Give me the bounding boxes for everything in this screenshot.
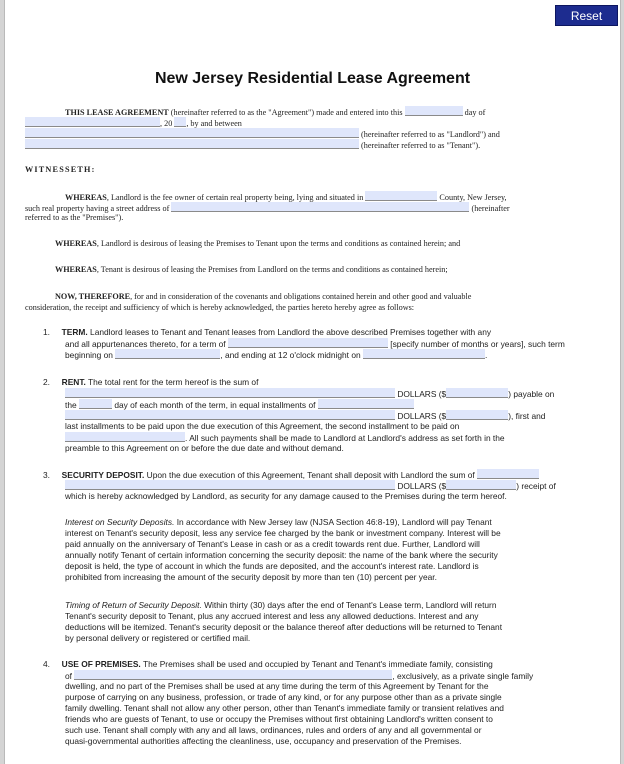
section-2-line-6: . All such payments shall be made to Landlord at Landlord's address as set forth in the — [65, 432, 505, 443]
section-2-line-2: DOLLARS ($ ) payable on — [65, 388, 554, 399]
whereas-2: WHEREAS, Landlord is desirous of leasing the Premises to Tenant upon the terms and conditions as contained herein; and — [55, 239, 461, 248]
section-4-line-2: of , exclusively, as a private single family — [65, 671, 534, 681]
total-rent-words-field[interactable] — [65, 388, 395, 398]
deposit-words-field[interactable] — [65, 480, 395, 490]
installment-amount-field[interactable] — [446, 410, 508, 420]
interest-para-line-3: paid annually on the anniversary of Tenant's Lease in cash or as a credit towards rent due. Further, Landlord will — [65, 539, 480, 549]
document-page — [4, 0, 621, 764]
second-installment-date-field[interactable] — [65, 432, 185, 442]
intro-line-1: THIS LEASE AGREEMENT (hereinafter referred to as the "Agreement") made and entered into this day of — [65, 108, 486, 117]
section-2-line-7: preamble to this Agreement on or before the due date and without demand. — [65, 443, 344, 453]
intro-line-4: (hereinafter referred to as "Tenant"). — [25, 139, 480, 150]
return-para-line-3: deductions will be itemized. Tenant's security deposit or the balance thereof after deductions will be returned to Tenant — [65, 622, 503, 632]
section-3-line-3: which is hereby acknowledged by Landlord, as security for any damage caused to the Premises during the term hereof. — [65, 491, 507, 501]
whereas-1-line-3: referred to as the "Premises"). — [25, 213, 124, 222]
section-3-line-1: 3. SECURITY DEPOSIT. Upon the due execution of this Agreement, Tenant shall deposit with Landlord the sum of — [43, 469, 539, 480]
section-4-line-5: family dwelling. Tenant shall not allow any other person, other than Tenant's immediate family or transient relatives and — [65, 703, 504, 713]
section-2-line-4: DOLLARS ($ ), first and — [65, 410, 545, 421]
page-title: New Jersey Residential Lease Agreement — [154, 70, 471, 87]
interest-para-line-6: prohibited from increasing the amount of the security deposit by more than ten (10) percent per year. — [65, 572, 437, 582]
section-4-line-3: dwelling, and no part of the Premises shall be used at any time during the term of this Agreement by Tenant for the — [65, 681, 489, 691]
section-1-line-3: beginning on , and ending at 12 o'clock midnight on . — [65, 350, 488, 360]
rent-due-day-field[interactable] — [79, 399, 112, 409]
interest-para-line-2: interest on Tenant's security deposit, less any service fee charged by the bank or investment company. Interest will be — [65, 528, 501, 538]
total-rent-amount-field[interactable] — [446, 388, 508, 398]
term-end-field[interactable] — [363, 349, 485, 359]
witnesseth-heading: WITNESSETH: — [25, 165, 96, 174]
landlord-name-field[interactable] — [25, 128, 359, 138]
reset-button[interactable]: Reset — [555, 5, 618, 26]
interest-para-line-1: Interest on Security Deposits. In accordance with New Jersey law (NJSA Section 46:8-19), Landlord will pay Tenant — [65, 517, 492, 527]
occupants-field[interactable] — [74, 670, 392, 680]
return-para-line-4: by personal delivery or registered or certified mail. — [65, 633, 251, 643]
section-2-line-5: last installments to be paid upon the due execution of this Agreement, the second installment to be paid on — [65, 421, 460, 431]
deposit-amount-field[interactable] — [446, 480, 516, 490]
whereas-3: WHEREAS, Tenant is desirous of leasing the Premises from Landlord on the terms and conditions as contained herein; — [55, 265, 448, 274]
installment-words-2-field[interactable] — [65, 410, 395, 420]
section-1-line-2: and all appurtenances thereto, for a term of [specify number of months or years], such term — [65, 339, 565, 349]
interest-para-line-4: annually notify Tenant of certain information concerning the security deposit: the name of the bank where the security — [65, 550, 498, 560]
section-4-line-1: 4. USE OF PREMISES. The Premises shall be used and occupied by Tenant and Tenant's immediate family, consisting — [43, 659, 493, 669]
section-2-line-1: 2. RENT. The total rent for the term hereof is the sum of — [43, 377, 259, 387]
interest-para-line-5: deposit is held, the type of account in which the funds are deposited, and the account's interest rate. Landlord is — [65, 561, 479, 571]
date-year-field[interactable] — [174, 117, 186, 127]
date-day-field[interactable] — [405, 106, 463, 116]
section-3-line-2: DOLLARS ($ ) receipt of — [65, 480, 556, 491]
whereas-1-line-1: WHEREAS, Landlord is the fee owner of certain real property being, lying and situated in County, New Jersey, — [65, 193, 507, 202]
term-length-field[interactable] — [228, 338, 388, 348]
intro-line-2: , 20 , by and between — [25, 117, 242, 128]
section-4-line-7: such use. Tenant shall comply with any and all laws, ordinances, rules and orders of any and all governmental or — [65, 725, 482, 735]
intro-line-3: (hereinafter referred to as "Landlord") and — [25, 128, 500, 139]
street-address-field[interactable] — [171, 202, 469, 212]
date-month-field[interactable] — [25, 117, 160, 127]
term-start-field[interactable] — [115, 349, 220, 359]
section-4-line-8: quasi-governmental authorities affecting the cleanliness, use, occupancy and preservation of the Premises. — [65, 736, 462, 746]
section-1-line-1: 1. TERM. Landlord leases to Tenant and Tenant leases from Landlord the above described Premises together with any — [43, 327, 492, 337]
return-para-line-1: Timing of Return of Security Deposit. Within thirty (30) days after the end of Tenant's Lease term, Landlord will return — [65, 600, 497, 610]
whereas-1-line-2: such real property having a street address of (hereinafter — [25, 204, 510, 213]
county-field[interactable] — [365, 191, 437, 201]
section-4-line-4: purpose of carrying on any business, profession, or trade of any kind, or for any purpose other than as a private single — [65, 692, 502, 702]
installment-words-field[interactable] — [318, 399, 414, 409]
tenant-name-field[interactable] — [25, 139, 359, 149]
section-2-line-3: the day of each month of the term, in equal installments of — [65, 399, 414, 410]
now-therefore-line-1: NOW, THEREFORE, for and in consideration of the covenants and obligations contained herein and other good and valuable — [55, 292, 472, 301]
section-4-line-6: friends who are guests of Tenant, to use or occupy the Premises without first obtaining Landlord's written consent to — [65, 714, 493, 724]
deposit-words-field-a[interactable] — [477, 469, 539, 479]
return-para-line-2: Tenant's security deposit to Tenant, plus any accrued interest and less any allowed deductions. Interest and any — [65, 611, 479, 621]
now-therefore-line-2: consideration, the receipt and sufficiency of which is hereby acknowledged, the parties hereto hereby agree as follows: — [25, 303, 415, 312]
